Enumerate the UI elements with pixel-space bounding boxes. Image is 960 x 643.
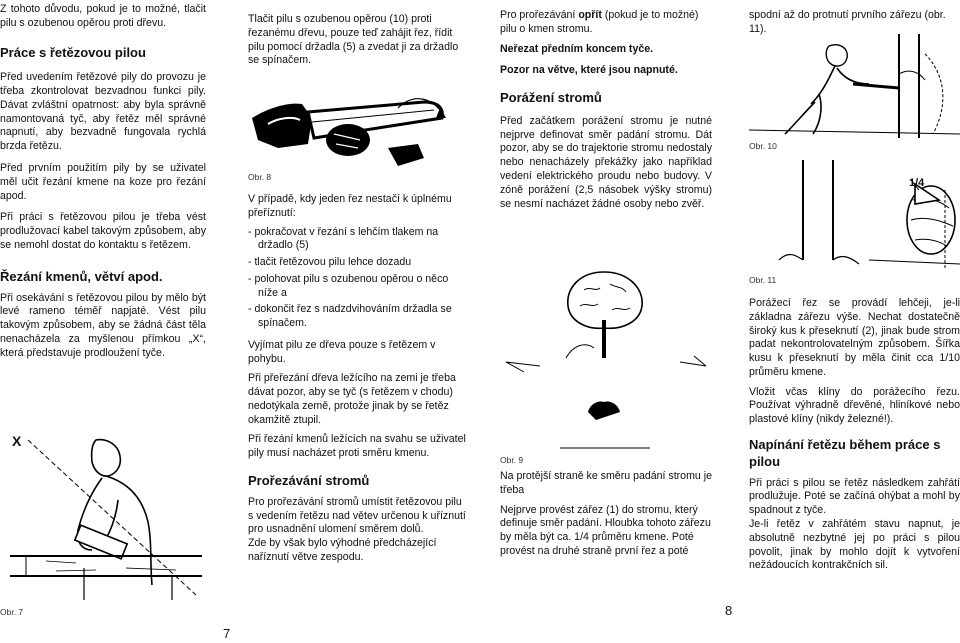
- paragraph-notch: Nejprve provést zářez (1) do stromu, který definuje směr padání. Hloubka tohoto zářezu by měla být ca. 1/4 průměru kmene. Poté provést na druhé straně první řez a poté: [500, 503, 711, 557]
- column-3: [500, 0, 712, 217]
- figure-11-illustration: [749, 160, 960, 272]
- list-item: - dokončit řez s nadzdvihováním držadla se spínačem.: [248, 303, 452, 330]
- paragraph-remove-saw: Vyjímat pilu ze dřeva pouze s řetězem v pohybu.: [248, 338, 436, 365]
- paragraph-felling: Před začátkem porážení stromu je nutné nejprve definovat směr padání stromu. Dát pozor, aby se do trajektorie stromu nedostaly nebo nenacházely překážky jako například vedení elektrického proudu nebo budovy. V zóně porážení (2,5 násobek výšky stromu) se nesmí nacházet žádné osoby nebo zvěř.: [500, 114, 712, 210]
- figure-11-label: 1/4: [909, 177, 925, 189]
- figure-8: [248, 78, 466, 178]
- warning-tip: Neřezat předním koncem tyče.: [500, 42, 654, 55]
- list-item: - tlačit řetězovou pilu lehce dozadu: [248, 256, 412, 269]
- paragraph-cable: Při práci s řetězovou pilou je třeba vést prodlužovací kabel takovým způsobem, aby se nemohl dostat do kontaktu s řetězem.: [0, 211, 206, 251]
- paragraph-inspection: Před uvedením řetězové pily do provozu je třeba zkontrolovat bezvadnou funkci pily. Dávat zvláštní opatrnost: aby byla správně namontovaná tyč, aby řetěz měl správné napnutí, aby bezvadně fungovala rychlá brzda řetězu.: [0, 71, 206, 153]
- heading-pruning: Prořezávání stromů: [248, 473, 370, 489]
- heading-chainsaw-work: Práce s řetězovou pilou: [0, 44, 146, 60]
- lean-saw-text-c: (pokud je to možné) pilu o kmen stromu.: [500, 9, 699, 35]
- figure-8-illustration: [248, 78, 466, 178]
- paragraph-push-saw: Tlačit pilu s ozubenou opěrou (10) proti řezanému dřevu, pouze teď zahájit řez, řídit pilu pomocí držadla (5) a zvedat ji za držadlo se spínačem.: [248, 13, 459, 67]
- figure-7-illustration: [6, 430, 206, 600]
- paragraph-felling-cut: Porážecí řez se provádí lehčeji, je-li základna zářezu výše. Nechat dostatečně široký kus k přeseknutí (2), jinak bude strom padat nekontrolovatelným způsobem. Šířka kusu k přeseknutí by měla činit cca 1/10 průměru kmene.: [749, 297, 960, 378]
- paragraph-undercut: Zde by však bylo výhodné předcházející naříznutí větve zespodu.: [248, 537, 437, 563]
- figure-9-caption: Obr. 9: [500, 455, 524, 465]
- figure-10-caption: Obr. 10: [749, 141, 777, 151]
- figure-10: [749, 34, 960, 138]
- figure-9: [500, 262, 712, 452]
- column-2: [248, 0, 468, 74]
- figure-11-caption: Obr. 11: [749, 275, 777, 285]
- paragraph-pruning: Pro prořezávání stromů umístit řetězovou pilu s vedením řetězu nad větev určenou k uříznutí pro usnadnění ulomení směrem dolů.: [248, 495, 466, 536]
- intro-text: Z tohoto důvodu, pokud je to možné, tlačit pilu s ozubenou opěrou proti dřevu.: [0, 3, 206, 29]
- heading-chain-tension: Napínání řetězu během práce s pilou: [749, 436, 941, 469]
- paragraph-slope: Při řezání kmenů ležících na svahu se uživatel pily musí nacházet proti směru kmenu.: [248, 433, 466, 460]
- figure-8-caption: Obr. 8: [248, 172, 272, 182]
- column-4-lower: [749, 297, 960, 579]
- paragraph-lean-saw: [500, 9, 712, 37]
- paragraph-wedges: Vložit včas klíny do porážecího řezu. Používat výhradně dřevěné, hliníkové nebo plastové klíny (nikdy železné!).: [749, 385, 960, 426]
- figure-7-label: X: [12, 433, 22, 449]
- lean-saw-text-a: Pro prořezávání: [500, 9, 579, 21]
- column-3-lower: [500, 470, 712, 565]
- figure-11: [749, 160, 960, 272]
- paragraph-delimbing: Při osekávání s řetězovou pilou by mělo být levé rameno téměř napjaté. Vést pilu takovým způsobem, aby se žádná část těla nenacházela za myšlenou přímkou „X“, která představuje prodloužení tyče.: [0, 291, 206, 359]
- figure-7: [6, 430, 206, 600]
- figure-7-caption: Obr. 7: [0, 607, 24, 617]
- column-1: [0, 0, 206, 366]
- paragraph-ground-wood: Při přeřezání dřeva ležícího na zemi je třeba dávat pozor, aby se tyč (s řetězem v chodu) nedotýkala země, protože jinak by se řetěz okamžitě ztupil.: [248, 372, 456, 426]
- paragraph-chain-loosen: Je-li řetěz v zahřátém stavu napnut, je absolutně nezbytné jej po práci s pilou povolit, jinak by mohlo dojít k vytvoření nežádoucích kontrakčních sil.: [749, 517, 960, 572]
- paragraph-back-cut: spodní až do protnutí prvního zářezu (obr. 11).: [749, 9, 946, 35]
- paragraph-chain-expand: Při práci s pilou se řetěz následkem zahřátí prodlužuje. Poté se začíná ohýbat a mohl by spadnout z tyče.: [749, 476, 960, 517]
- page-number-7: 7: [223, 626, 231, 641]
- paragraph-opposite-side: Na protější straně ke směru padání stromu je třeba: [500, 470, 712, 496]
- paragraph-one-cut: V případě, kdy jeden řez nestačí k úplnému přeříznutí:: [248, 193, 452, 219]
- list-item: - polohovat pilu s ozubenou opěrou o něco níže a: [248, 272, 449, 299]
- list-item: - pokračovat v řezání s lehčím tlakem na držadlo (5): [248, 225, 439, 252]
- heading-felling: Porážení stromů: [500, 90, 602, 106]
- figure-9-illustration: [500, 262, 712, 452]
- page-number-8: 8: [725, 603, 733, 618]
- figure-10-illustration: [749, 34, 960, 138]
- heading-cutting-trunks: Řezání kmenů, větví apod.: [0, 268, 163, 284]
- paragraph-first-use: Před prvním použitím pily by se uživatel měl učit řezání kmene na koze pro řezání apod.: [0, 162, 206, 202]
- warning-branches: Pozor na větve, které jsou napnuté.: [500, 64, 678, 77]
- column-2-lower: [248, 193, 468, 571]
- lean-saw-text-bold: opřít: [578, 9, 602, 21]
